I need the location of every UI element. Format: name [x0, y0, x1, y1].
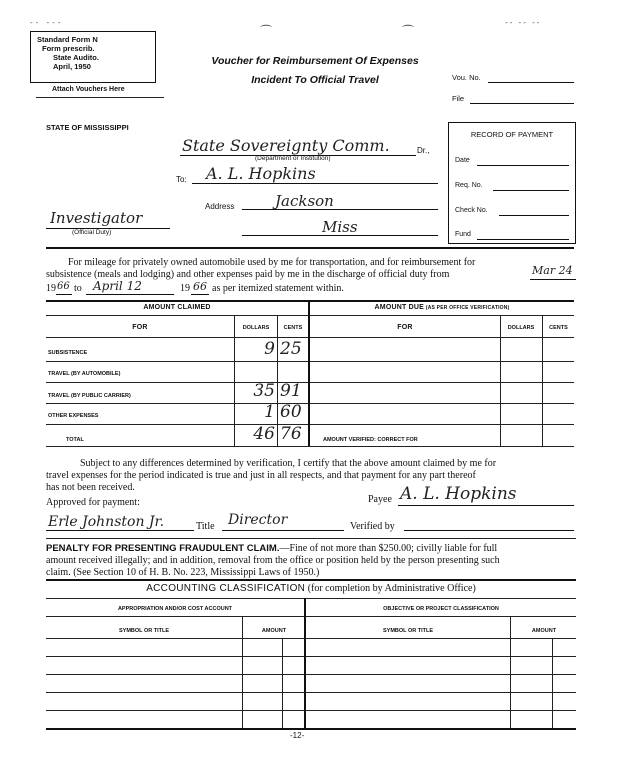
state-label: STATE OF MISSISSIPPI [46, 123, 129, 132]
title-value[interactable]: Director [228, 512, 288, 528]
amount-row-line-1 [46, 361, 574, 362]
record-check-label: Check No. [455, 207, 488, 214]
accounting-mid-divider [304, 598, 306, 728]
period-from-value[interactable]: Mar 24 [532, 264, 573, 277]
accounting-title [46, 583, 576, 595]
standard-form-line2: Form prescrib. [42, 44, 95, 53]
record-req-field[interactable] [493, 190, 569, 191]
penalty-top-rule [46, 538, 576, 539]
title-label: Title [196, 521, 215, 532]
amount-row-line-3 [46, 403, 574, 404]
standard-form-line1: Standard Form N [37, 35, 98, 44]
address-label: Address [205, 202, 235, 211]
verified-by-field[interactable] [404, 530, 574, 531]
row-cents-subsistence[interactable]: 25 [280, 339, 302, 359]
year2-line [191, 294, 209, 295]
payee-line [398, 505, 574, 506]
top-margin-marks: -- --- [30, 18, 64, 27]
penalty-heading: PENALTY FOR PRESENTING FRAUDULENT CLAIM. [46, 543, 280, 554]
payee-signature[interactable]: A. L. Hopkins [400, 484, 517, 504]
accounting-bottom-rule [46, 728, 576, 730]
due-for-header: FOR [397, 324, 413, 331]
voucher-number-label: Vou. No. [452, 73, 481, 82]
page-number: -12- [290, 731, 305, 740]
verified-by-label: Verified by [350, 521, 395, 532]
row-dollars-total[interactable]: 46 [253, 424, 275, 444]
form-title-line1: Voucher for Reimbursement Of Expenses [211, 55, 419, 67]
period-to-line [86, 294, 174, 295]
period-to-value[interactable]: April 12 [93, 279, 142, 293]
address-value-2[interactable]: Miss [322, 218, 358, 236]
row-cents-travel-carrier[interactable]: 91 [280, 381, 302, 401]
binding-mark-right: ⌒ [402, 24, 415, 38]
right-symbol-header: SYMBOL OR TITLE [382, 628, 433, 634]
accounting-subtitle: (for completion by Administrative Office) [307, 583, 476, 594]
standard-form-box [30, 31, 156, 83]
amount-col-divider-4 [542, 315, 543, 446]
approver-signature[interactable]: Erle Johnston Jr. [48, 514, 165, 530]
address-value-1[interactable]: Jackson [275, 192, 334, 210]
accounting-col-divider [510, 616, 511, 728]
row-dollars-subsistence[interactable]: 9 [264, 339, 275, 359]
to-label: To: [176, 175, 187, 184]
record-date-field[interactable] [477, 165, 569, 166]
department-caption: (Department or Institution) [255, 155, 331, 162]
address-line-1 [242, 209, 438, 210]
row-label-total: TOTAL [66, 437, 84, 443]
left-symbol-header: SYMBOL OR TITLE [118, 628, 169, 634]
attach-vouchers-label: Attach Vouchers Here [52, 86, 125, 93]
accounting-top-rule [46, 579, 576, 581]
top-margin-marks-right: -- -- -- [505, 18, 542, 27]
year1-value[interactable]: 66 [57, 281, 70, 292]
row-label-subsistence: SUBSISTENCE [48, 350, 88, 356]
address-line-2 [242, 235, 438, 236]
mileage-line2: subsistence (meals and lodging) and other expenses paid by me in the discharge of official duty from [46, 269, 450, 280]
right-amount-header: AMOUNT [531, 628, 557, 634]
year2-label: 19 [180, 283, 190, 294]
accounting-col-header-rule [46, 638, 576, 639]
row-label-travel-carrier: TRAVEL (BY PUBLIC CARRIER) [48, 393, 131, 399]
mileage-paragraph [46, 257, 576, 281]
claimed-for-header: FOR [132, 324, 148, 331]
year2-value[interactable]: 66 [193, 280, 207, 293]
separator-rule [46, 247, 574, 249]
row-label-other: OTHER EXPENSES [48, 413, 99, 419]
due-dollars-header: DOLLARS [507, 325, 535, 331]
due-cents-header: CENTS [549, 325, 568, 331]
record-of-payment-title: RECORD OF PAYMENT [470, 130, 554, 139]
accounting-col-divider [282, 638, 283, 728]
amount-col-divider-3 [500, 315, 501, 446]
certification-line2: travel expenses for the period indicated is true and just in all respects, and that payment for any part thereof [46, 470, 476, 481]
certification-line1: Subject to any differences determined by verification, I certify that the above amount claimed by me for [80, 458, 497, 469]
record-of-payment-box [448, 122, 576, 244]
record-date-label: Date [455, 157, 470, 164]
amount-row-line-2 [46, 382, 574, 383]
accounting-sub-rule [46, 598, 576, 599]
record-fund-field[interactable] [477, 239, 569, 240]
accounting-row-line [46, 674, 576, 675]
form-title [190, 52, 440, 90]
row-cents-total[interactable]: 76 [280, 424, 302, 444]
accounting-row-line [46, 656, 576, 657]
row-dollars-travel-carrier[interactable]: 35 [253, 381, 275, 401]
mileage-line1: For mileage for privately owned automobile used by me for transportation, and for reimbursement for [68, 257, 476, 268]
binding-mark-left: ⌒ [260, 24, 273, 38]
penalty-text [46, 543, 578, 579]
penalty-line1: —Fine of not more than $250.00; civilly liable for full [279, 543, 498, 554]
approver-line [46, 530, 194, 531]
row-dollars-other[interactable]: 1 [264, 402, 275, 422]
accounting-header-rule [46, 616, 576, 617]
file-label: File [452, 94, 465, 103]
department-dr: Dr., [417, 146, 430, 155]
year1-line [56, 294, 72, 295]
voucher-number-field[interactable] [488, 82, 574, 83]
amount-table-sub-top [46, 315, 574, 316]
accounting-row-line [46, 710, 576, 711]
itemized-statement-text: as per itemized statement within. [212, 283, 344, 294]
amount-table-header-bottom [46, 337, 574, 338]
to-date-label: to [74, 283, 82, 294]
objective-header: OBJECTIVE OR PROJECT CLASSIFICATION [383, 606, 499, 612]
payee-name-value[interactable]: A. L. Hopkins [206, 164, 316, 183]
record-fund-label: Fund [455, 231, 471, 238]
accounting-title-text: ACCOUNTING CLASSIFICATION [146, 583, 306, 594]
amount-col-divider-mid [308, 300, 310, 446]
standard-form-line4: April, 1950 [53, 62, 91, 71]
to-line [192, 183, 438, 184]
accounting-row-line [46, 692, 576, 693]
official-duty-caption: (Official Duty) [72, 229, 112, 236]
amount-due-header-text: AMOUNT DUE [374, 304, 424, 311]
amount-table-top [46, 300, 574, 302]
corner-underline [36, 97, 164, 98]
claimed-dollars-header: DOLLARS [242, 325, 270, 331]
left-amount-header: AMOUNT [261, 628, 287, 634]
record-check-field[interactable] [499, 215, 569, 216]
claimed-cents-header: CENTS [283, 325, 303, 331]
period-from-line [530, 279, 576, 280]
penalty-line3: claim. (See Section 10 of H. B. No. 223, Mississippi Laws of 1950.) [46, 567, 320, 578]
amount-table-bottom [46, 446, 574, 447]
standard-form-line3: State Audito. [53, 53, 99, 62]
approved-label: Approved for payment: [46, 497, 140, 508]
department-value[interactable]: State Sovereignty Comm. [182, 136, 390, 155]
file-field[interactable] [470, 103, 574, 104]
certification-line3: has not been received. [46, 482, 135, 493]
amount-due-header-note: (AS PER OFFICE VERIFICATION) [425, 305, 510, 311]
accounting-col-divider [552, 638, 553, 728]
amount-claimed-header: AMOUNT CLAIMED [143, 304, 211, 311]
payee-label: Payee [368, 494, 392, 505]
official-duty-value[interactable]: Investigator [50, 209, 143, 227]
record-req-label: Req. No. [455, 182, 483, 189]
form-title-line2: Incident To Official Travel [251, 74, 379, 86]
appropriation-header: APPROPRIATION AND/OR COST ACCOUNT [117, 606, 233, 612]
amount-col-divider-2 [277, 315, 278, 446]
penalty-line2: amount received illegally; and in addition, removal from the office or position held by the person presenting such [46, 555, 500, 566]
accounting-col-divider [242, 616, 243, 728]
row-cents-other[interactable]: 60 [280, 402, 302, 422]
title-line [222, 530, 344, 531]
year1-label: 19 [46, 283, 56, 294]
amount-row-line-4 [46, 424, 574, 425]
row-label-travel-auto: TRAVEL (BY AUTOMOBILE) [48, 371, 121, 377]
amount-due-header [310, 304, 574, 311]
amount-verified-label: AMOUNT VERIFIED: CORRECT FOR [323, 437, 418, 443]
